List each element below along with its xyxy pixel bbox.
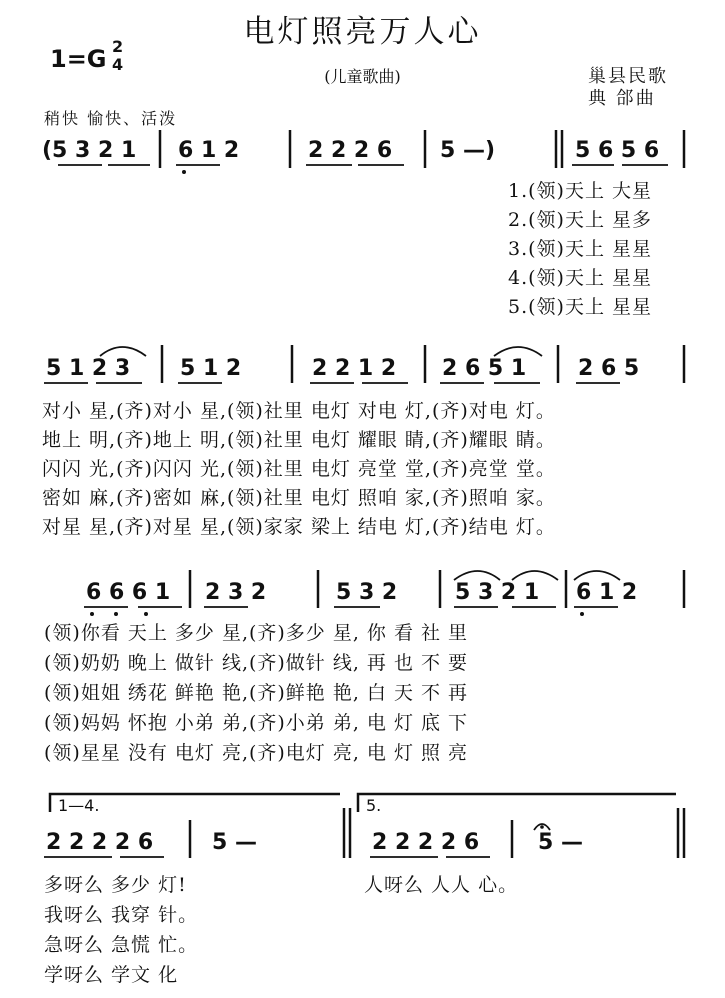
lyric-verse-line: 5.(领)天上 星星 (508, 296, 652, 318)
song-title: 电灯照亮万人心 (243, 14, 482, 50)
lyric-verse-line: 急呀么 急慌 忙。 (44, 934, 199, 956)
lyric-verse-line: 我呀么 我穿 针。 (44, 904, 199, 926)
lyric-verse-line: 多呀么 多少 灯! (44, 874, 187, 896)
time-signature-top: 2 (112, 37, 124, 56)
lyric-verse-line: (领)姐姐 绣花 鲜艳 艳,(齐)鲜艳 艳, 白 天 不 再 (44, 682, 469, 704)
lyric-verse-line: 闪闪 光,(齐)闪闪 光,(领)社里 电灯 亮堂 堂,(齐)亮堂 堂。 (42, 458, 556, 480)
measure-notes: 5 1 2 (180, 356, 242, 381)
measure-notes: (5 3 2 1 (42, 138, 137, 163)
lyric-verse-line: 地上 明,(齐)地上 明,(领)社里 电灯 耀眼 睛,(齐)耀眼 睛。 (42, 429, 556, 451)
lyric-verse-line: 密如 麻,(齐)密如 麻,(领)社里 电灯 照咱 家,(齐)照咱 家。 (42, 487, 556, 509)
credit-arranger: 典 郃曲 (588, 88, 656, 109)
measure-notes: 2 6 5 (578, 356, 640, 381)
measure-notes: 6 6 6 1 (86, 580, 171, 605)
lyric-verse-line: (领)妈妈 怀抱 小弟 弟,(齐)小弟 弟, 电 灯 底 下 (44, 712, 469, 734)
lyric-verse-line: 3.(领)天上 星星 (508, 238, 652, 260)
measure-notes: 2 6 5 1 (442, 356, 527, 381)
volta-second-ending: 5. (366, 796, 382, 815)
measure-notes: 5 3 2 (336, 580, 398, 605)
measure-notes: 2 3 2 (205, 580, 267, 605)
measure-notes: 5 6 5 6 (575, 138, 660, 163)
measure-notes: 6 1 2 (576, 580, 638, 605)
measure-notes: 5 — (212, 830, 257, 855)
lyric-verse-line: 对小 星,(齐)对小 星,(领)社里 电灯 对电 灯,(齐)对电 灯。 (42, 400, 556, 422)
lyric-verse-line: (领)星星 没有 电灯 亮,(齐)电灯 亮, 电 灯 照 亮 (44, 742, 469, 764)
song-subtitle: (儿童歌曲) (324, 67, 401, 86)
measure-notes: 5 3 2 1 (455, 580, 540, 605)
lyric-verse-line: 对星 星,(齐)对星 星,(领)家家 梁上 结电 灯,(齐)结电 灯。 (42, 516, 556, 538)
volta-first-ending: 1—4. (58, 796, 100, 815)
lyric-verse-line: 学呀么 学文 化 (44, 964, 179, 986)
measure-notes: 2 2 2 2 6 (46, 830, 154, 855)
lyric-verse-line: 1.(领)天上 大星 (508, 180, 652, 202)
measure-notes: 5 1 2 3 (46, 356, 131, 381)
measure-notes: 2 2 2 6 (308, 138, 393, 163)
time-signature-bottom: 4 (112, 55, 124, 74)
measure-notes: 2 2 2 2 6 (372, 830, 480, 855)
lyric-verse-line: 4.(领)天上 星星 (508, 267, 652, 289)
measure-notes: 5 —) (440, 138, 496, 163)
measure-notes: 6 1 2 (178, 138, 240, 163)
lyric-verse-line: (领)奶奶 晚上 做针 线,(齐)做针 线, 再 也 不 要 (44, 652, 469, 674)
measure-notes: 5 — (538, 830, 583, 855)
lyric-final-line: 人呀么 人人 心。 (364, 874, 519, 896)
credit-origin: 巢县民歌 (588, 66, 668, 87)
lyric-verse-line: (领)你看 天上 多少 星,(齐)多少 星, 你 看 社 里 (44, 622, 469, 644)
lyric-verse-line: 2.(领)天上 星多 (508, 209, 652, 231)
key-signature: 1=G (50, 45, 107, 73)
tempo-marking: 稍快 愉快、活泼 (44, 109, 178, 128)
measure-notes: 2 2 1 2 (312, 356, 397, 381)
